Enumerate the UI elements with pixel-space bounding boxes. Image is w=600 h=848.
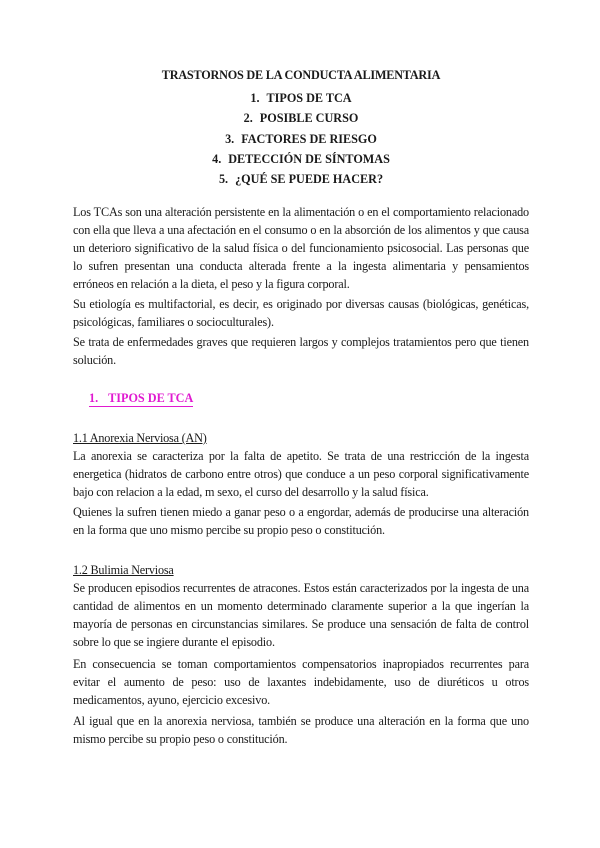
subheading-anorexia: 1.1 Anorexia Nerviosa (AN) xyxy=(73,431,207,445)
toc-item-label: FACTORES DE RIESGO xyxy=(241,131,377,146)
anorexia-paragraph-fear: Quienes la sufren tienen miedo a ganar peso o a engordar, además de producirse una alteración en la forma que uno mismo percibe su propio peso o constitución. xyxy=(73,505,529,537)
toc-item xyxy=(73,129,529,149)
toc-item-label: POSIBLE CURSO xyxy=(259,111,359,126)
anorexia-paragraph-description: La anorexia se caracteriza por la falta de apetito. Se trata de una restricción de la ingesta energetica (hidratos de carbono entre otros) que conduce a un peso corporal significativamente bajo con relacion a la edad, m sexo, el curso del desarrollo y la salud física. xyxy=(73,449,529,499)
table-of-contents xyxy=(73,88,529,189)
toc-item-number: 5. xyxy=(218,172,229,187)
toc-item-label: DETECCIÓN DE SÍNTOMAS xyxy=(228,151,390,166)
bulimia-paragraph-compensatory: En consecuencia se toman comportamientos compensatorios inapropiados recurrentes para evitar el aumento de peso: uso de laxantes indebidamente, uso de diuréticos u otros medicamentos, ayuno, ejercicio excesivo. xyxy=(73,657,529,707)
document-title: TRASTORNOS DE LA CONDUCTA ALIMENTARIA xyxy=(161,68,441,82)
bulimia-paragraph-episodes: Se producen episodios recurrentes de atracones. Estos están caracterizados por la ingesta de una cantidad de alimentos en un momento determinado claramente superior a la que ingerían la mayoría de personas en circunstancias similares. Se produce una sensación de falta de control sobre lo que se ingiere durante el episodio. xyxy=(73,581,529,649)
section-label: TIPOS DE TCA xyxy=(108,391,194,405)
section-heading-tipos-de-tca xyxy=(89,391,193,407)
intro-paragraph-etiology: Su etiología es multifactorial, es decir, es originado por diversas causas (biológicas, genéticas, psicológicas, familiares o socioculturales). xyxy=(73,297,529,329)
toc-item-number: 2. xyxy=(243,111,253,126)
toc-item-number: 3. xyxy=(225,131,235,146)
section-number: 1. xyxy=(89,391,99,405)
toc-item-number: 4. xyxy=(212,151,222,166)
toc-item-label: ¿QUÉ SE PUEDE HACER? xyxy=(235,172,384,187)
toc-item xyxy=(73,88,529,108)
intro-paragraph-treatment: Se trata de enfermedades graves que requieren largos y complejos tratamientos pero que tienen solución. xyxy=(73,335,529,367)
toc-item-label: TIPOS DE TCA xyxy=(266,91,352,105)
toc-item xyxy=(73,108,529,128)
intro-paragraph-definition: Los TCAs son una alteración persistente en la alimentación o en el comportamiento relacionado con ella que lleva a una afectación en el consumo o en la absorción de los alimentos y que causa un deterioro significativo de la salud física o del funcionamiento psicosocial. Las personas que lo sufren presentan una conducta alterada frente a la ingesta alimentaria y pensamientos erróneos en relación a la dieta, el peso y la figura corporal. xyxy=(73,205,529,291)
toc-item xyxy=(73,169,529,189)
subheading-bulimia: 1.2 Bulimia Nerviosa xyxy=(73,563,174,577)
toc-item xyxy=(73,149,529,169)
bulimia-paragraph-perception: Al igual que en la anorexia nerviosa, también se produce una alteración en la forma que uno mismo percibe su propio peso o constitución. xyxy=(73,714,529,746)
toc-item-number: 1. xyxy=(250,91,260,105)
